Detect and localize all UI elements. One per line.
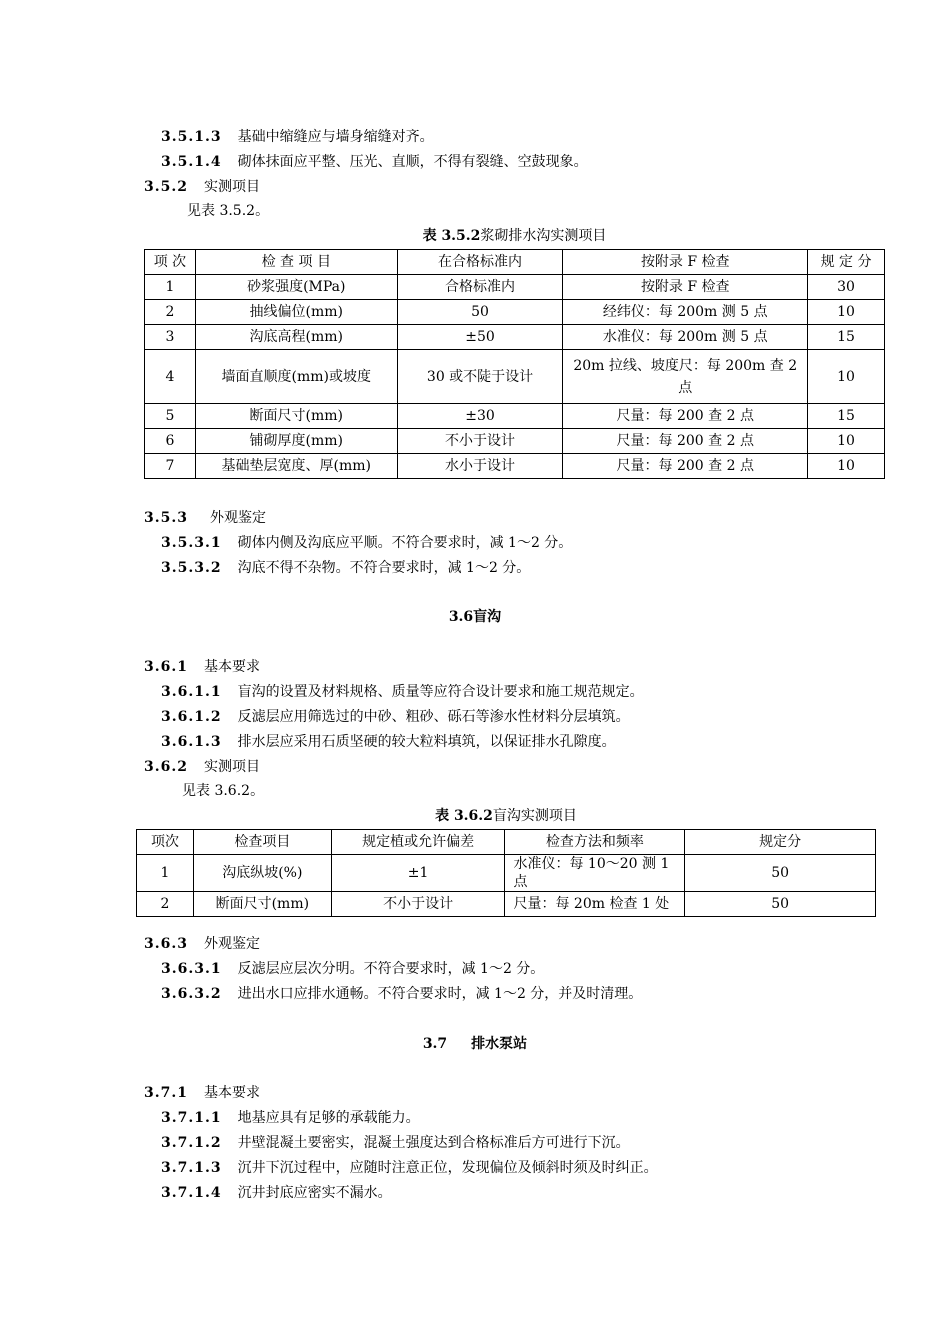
clause-text: 沉井下沉过程中，应随时注意正位，发现偏位及倾斜时须及时纠正。 [237, 1160, 658, 1176]
clause-text: 基础中缩缝应与墙身缩缝对齐。 [237, 129, 434, 145]
table-cell: 10 [808, 350, 885, 404]
table-cell: ±50 [397, 325, 563, 350]
table-cell: 50 [397, 300, 563, 325]
section-number: 3.7.1 [144, 1085, 188, 1101]
table-cell: 合格标准内 [397, 275, 563, 300]
section-title: 外观鉴定 [203, 936, 260, 952]
table-3-6-2 [136, 829, 876, 917]
table-row [145, 429, 885, 454]
clause-text: 反滤层应层次分明。不符合要求时，减 1～2 分。 [237, 961, 545, 977]
section-number: 3.5.3 [144, 510, 188, 526]
caption-number: 3.6.2 [453, 808, 493, 824]
clause-3-7-1-2 [161, 1133, 630, 1153]
clause-3-5-3-1 [161, 533, 572, 553]
header-cell: 在合格标准内 [397, 250, 563, 275]
header-cell: 检查项目 [193, 830, 331, 855]
clause-3-5-3-2 [161, 558, 530, 578]
chapter-number: 3.7 [422, 1036, 448, 1052]
table-cell: 6 [145, 429, 196, 454]
clause-text: 砌体内侧及沟底应平顺。不符合要求时，减 1～2 分。 [237, 535, 573, 551]
section-3-6-1 [144, 657, 260, 677]
clause-3-7-1-3 [161, 1158, 658, 1178]
clause-3-5-1-4 [161, 152, 588, 172]
table-row [145, 404, 885, 429]
table-3-5-2-caption [144, 226, 885, 246]
clause-number: 3.5.1.4 [161, 154, 222, 170]
table-row [137, 855, 876, 892]
table-cell: 4 [145, 350, 196, 404]
table-cell: 铺砌厚度(mm) [195, 429, 397, 454]
section-3-7-1 [144, 1083, 260, 1103]
caption-prefix: 表 [422, 228, 437, 244]
clause-number: 3.6.1.3 [161, 734, 222, 750]
clause-number: 3.5.1.3 [161, 129, 222, 145]
table-cell: 5 [145, 404, 196, 429]
table-row [137, 892, 876, 917]
table-cell: 水准仪：每 200m 测 5 点 [563, 325, 808, 350]
section-title: 实测项目 [203, 759, 260, 775]
table-cell: 尺量：每 200 查 2 点 [563, 454, 808, 479]
table-cell: 水小于设计 [397, 454, 563, 479]
clause-text: 盲沟的设置及材料规格、质量等应符合设计要求和施工规范规定。 [237, 684, 644, 700]
table-cell: 按附录 F 检查 [563, 275, 808, 300]
chapter-number: 3.6 [448, 609, 474, 625]
clause-3-6-1-2 [161, 707, 630, 727]
table-cell: 1 [145, 275, 196, 300]
clause-number: 3.5.3.1 [161, 535, 222, 551]
header-cell: 按附录 F 检查 [563, 250, 808, 275]
table-3-5-2 [144, 249, 885, 479]
chapter-title: 排水泵站 [471, 1036, 528, 1052]
table-cell: 砂浆强度(MPa) [195, 275, 397, 300]
clause-text: 地基应具有足够的承载能力。 [237, 1110, 420, 1126]
table-cell: 沟底高程(mm) [195, 325, 397, 350]
header-cell: 规 定 分 [808, 250, 885, 275]
clause-number: 3.6.3.2 [161, 986, 222, 1002]
section-number: 3.6.3 [144, 936, 188, 952]
table-cell: 20m 拉线、坡度尺：每 200m 查 2 点 [563, 350, 808, 404]
caption-text: 盲沟实测项目 [492, 808, 577, 824]
table-cell: 尺量：每 200 查 2 点 [563, 429, 808, 454]
caption-prefix: 表 [435, 808, 450, 824]
table-cell: 1 [137, 855, 194, 892]
table-cell: 10 [808, 454, 885, 479]
table-cell: ±1 [331, 855, 505, 892]
section-title: 实测项目 [203, 179, 260, 195]
section-3-6-3 [144, 934, 260, 954]
clause-number: 3.6.1.2 [161, 709, 222, 725]
table-3-6-2-caption [136, 806, 876, 826]
clause-text: 排水层应采用石质坚硬的较大粒料填筑，以保证排水孔隙度。 [237, 734, 616, 750]
table-cell: 10 [808, 429, 885, 454]
clause-number: 3.7.1.1 [161, 1110, 222, 1126]
table-row [145, 325, 885, 350]
table-cell: 断面尺寸(mm) [195, 404, 397, 429]
table-cell: 15 [808, 325, 885, 350]
header-cell: 规定植或允许偏差 [331, 830, 505, 855]
clause-number: 3.6.1.1 [161, 684, 222, 700]
caption-number: 3.5.2 [441, 228, 481, 244]
table-reference: 见表 3.6.2。 [182, 783, 265, 799]
chapter-heading-3-7 [0, 1034, 950, 1054]
clause-text: 井壁混凝土要密实，混凝土强度达到合格标准后方可进行下沉。 [237, 1135, 630, 1151]
clause-text: 砌体抹面应平整、压光、直顺，不得有裂缝、空鼓现象。 [237, 154, 588, 170]
section-number: 3.6.1 [144, 659, 188, 675]
table-cell: 2 [145, 300, 196, 325]
chapter-title: 盲沟 [473, 609, 502, 625]
table-cell: 3 [145, 325, 196, 350]
table-cell: 不小于设计 [397, 429, 563, 454]
table-reference: 见表 3.5.2。 [187, 203, 270, 219]
section-title: 基本要求 [203, 659, 260, 675]
table-cell: 抽线偏位(mm) [195, 300, 397, 325]
section-number: 3.6.2 [144, 759, 188, 775]
clause-3-7-1-4 [161, 1183, 392, 1203]
table-cell: 断面尺寸(mm) [193, 892, 331, 917]
header-cell: 项次 [137, 830, 194, 855]
table-cell: 30 或不陡于设计 [397, 350, 563, 404]
clause-text: 沉井封底应密实不漏水。 [237, 1185, 392, 1201]
chapter-heading-3-6 [0, 607, 950, 627]
section-title: 基本要求 [203, 1085, 260, 1101]
table-cell: 水准仪：每 10～20 测 1 点 [505, 855, 685, 892]
clause-3-6-1-3 [161, 732, 616, 752]
header-cell: 规定分 [685, 830, 876, 855]
clause-text: 反滤层应用筛选过的中砂、粗砂、砾石等渗水性材料分层填筑。 [237, 709, 630, 725]
table-row [145, 350, 885, 404]
table-cell: 7 [145, 454, 196, 479]
table-cell: 10 [808, 300, 885, 325]
table-row [145, 300, 885, 325]
clause-text: 进出水口应排水通畅。不符合要求时，减 1～2 分，并及时清理。 [237, 986, 643, 1002]
table-cell: 30 [808, 275, 885, 300]
table-cell: 沟底纵坡(%) [193, 855, 331, 892]
table-row [145, 454, 885, 479]
clause-3-6-1-1 [161, 682, 644, 702]
table-cell: 基础垫层宽度、厚(mm) [195, 454, 397, 479]
section-number: 3.5.2 [144, 179, 188, 195]
clause-3-6-3-2 [161, 984, 642, 1004]
section-3-5-3 [144, 508, 266, 528]
clause-number: 3.7.1.2 [161, 1135, 222, 1151]
section-3-5-2 [144, 177, 260, 197]
table-cell: 墙面直顺度(mm)或坡度 [195, 350, 397, 404]
table-header-row [137, 830, 876, 855]
section-title: 外观鉴定 [209, 510, 266, 526]
header-cell: 项 次 [145, 250, 196, 275]
table-cell: 50 [685, 855, 876, 892]
clause-number: 3.5.3.2 [161, 560, 222, 576]
table-cell: 50 [685, 892, 876, 917]
clause-number: 3.7.1.3 [161, 1160, 222, 1176]
clause-3-6-3-1 [161, 959, 544, 979]
table-cell: 尺量：每 200 查 2 点 [563, 404, 808, 429]
clause-3-5-1-3 [161, 127, 434, 147]
table-cell: 2 [137, 892, 194, 917]
table-cell: 15 [808, 404, 885, 429]
header-cell: 检查方法和频率 [505, 830, 685, 855]
table-header-row [145, 250, 885, 275]
table-cell: 经纬仪：每 200m 测 5 点 [563, 300, 808, 325]
clause-3-7-1-1 [161, 1108, 420, 1128]
clause-number: 3.6.3.1 [161, 961, 222, 977]
table-row [145, 275, 885, 300]
table-cell: ±30 [397, 404, 563, 429]
caption-text: 浆砌排水沟实测项目 [480, 228, 607, 244]
table-cell: 尺量：每 20m 检查 1 处 [505, 892, 685, 917]
table-cell: 不小于设计 [331, 892, 505, 917]
section-3-6-2 [144, 757, 260, 777]
clause-number: 3.7.1.4 [161, 1185, 222, 1201]
header-cell: 检 查 项 目 [195, 250, 397, 275]
clause-text: 沟底不得不杂物。不符合要求时，减 1～2 分。 [237, 560, 531, 576]
